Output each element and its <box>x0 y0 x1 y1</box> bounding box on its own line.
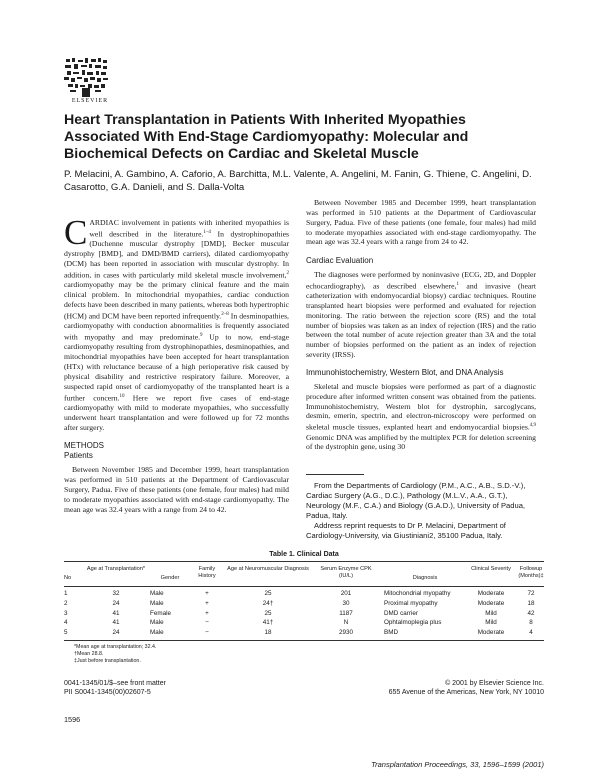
left-column <box>64 213 289 514</box>
patients-text-continued: Between November 1985 and December 1999, heart transplantation was performed in 510 patients at the Department of Cardiovascular Surgery, Padua. Five of these patients (one female, four males) had mild to moderate myopathies associated with end-stage cardiomyopathy. The mean age was 32.4 years with a range from 24 to 42. <box>306 198 536 247</box>
table-cell: Proximal myopathy <box>384 599 438 607</box>
table-top-rule <box>64 561 544 562</box>
article-title: Heart Transplantation in Patients With Inherited Myopathies Associated With End-Stage Cardiomyopathy: Molecular and Biochemical Defects on Cardiac and Skeletal Muscle <box>64 112 469 162</box>
intro-text: In dystrophinopathies (Duchenne muscular dystrophy [DMD], Becker muscular dystrophy [BMD], and DMD/BMD carriers), dilated cardiomyopathy (DCM) has been reported in association with muscular dystrophy. In addition, in cases with particularly mild skeletal muscle involvement, <box>64 229 289 280</box>
table-cell: 72 <box>527 590 535 597</box>
table-cell: Moderate <box>477 590 505 597</box>
table-cell: 24† <box>262 599 274 607</box>
table-cell: Female <box>150 609 171 617</box>
table-cell: + <box>205 590 209 597</box>
table-header-cell: Diagnosis <box>412 575 438 581</box>
table-cell: 2930 <box>338 629 353 637</box>
table-cell: 2 <box>64 599 68 607</box>
elsevier-tree-logo <box>62 56 110 98</box>
intro-text: In desminopathies, cardiomyopathy with conduction abnormalities is frequently associated with myopathy and may predominate. <box>64 311 289 342</box>
introduction-paragraph <box>64 213 289 433</box>
cardiac-evaluation-paragraph <box>306 270 536 360</box>
table-footnote: *Mean age at transplantation; 32.4. <box>74 644 157 650</box>
table-cell: 3 <box>64 609 68 617</box>
table-cell: 41† <box>262 619 274 627</box>
table-cell: Mitochondrial myopathy <box>384 590 451 597</box>
table-cell: 8 <box>529 619 533 627</box>
methods-heading: METHODS <box>64 440 104 450</box>
drop-cap: C <box>64 213 88 252</box>
immunohistochemistry-heading: Immunohistochemistry, Western Blot, and DNA Analysis <box>306 368 504 377</box>
table-cell: N <box>343 619 349 627</box>
table-cell: Ophtalmoplegia plus <box>384 619 442 627</box>
table-cell: 1187 <box>339 609 353 617</box>
table-cell: 5 <box>64 629 68 637</box>
citation: 1 <box>456 281 459 287</box>
table-cell: BMD <box>384 629 398 637</box>
table-cell: 25 <box>264 590 272 597</box>
table-bottom-rule <box>64 640 544 641</box>
table-cell: 1 <box>64 590 68 597</box>
intro-text: ARDIAC involvement in patients with inherited myopathies is well described in the literature. <box>89 218 289 239</box>
table-header-cell: Followup (Months)‡ <box>518 566 544 579</box>
issn-text: 0041-1345/01/$–see front matter <box>64 680 166 687</box>
reprint-request-text: Address reprint requests to Dr P. Melacini, Department of Cardiology-University, via Giustiniani2, 35100 Padua, Italy. <box>306 521 506 540</box>
table-cell: 24 <box>112 599 120 607</box>
patients-paragraph-continued <box>306 198 536 248</box>
citation: 2 <box>286 270 289 276</box>
table-cell: Male <box>150 599 164 607</box>
publisher-address: 655 Avenue of the Americas, New York, NY 10010 <box>388 689 544 696</box>
citation: 4,9 <box>529 423 536 429</box>
table-header-cell: Serum Enzyme CPK (IU/L) <box>320 566 372 579</box>
table-cell: 30 <box>342 599 350 607</box>
table-cell: Male <box>150 590 164 597</box>
table-cell: 41 <box>112 609 120 617</box>
journal-citation: Transplantation Proceedings, 33, 1596–1599 (2001) <box>371 760 544 769</box>
immunohistochemistry-paragraph <box>306 382 536 452</box>
table-cell: Mild <box>485 609 497 617</box>
pii-text: PII S0041-1345(00)02607-5 <box>64 689 151 696</box>
cardiac-text: and invasive (heart catheterization with endomyocardial biopsy) cardiac techniques. Routine transplanted heart biopsies were performed and evaluated for rejection monitoring. The ratio between the rejection score (RS) and the total number of biopsies was taken as an index of rejection (IRS) and the ratio between the total number of acute rejection greater than 3A and the total number of biopsies performed on the patient as an index of rejection severity (IRSS). <box>306 281 536 360</box>
table-cell: 18 <box>264 629 272 637</box>
table-cell: Moderate <box>477 629 505 637</box>
cardiac-text: The diagnoses were performed by noninvasive (ECG, 2D, and Doppler echocardiography), as described elsewhere, <box>306 269 536 291</box>
table-cell: + <box>205 609 209 617</box>
patients-heading: Patients <box>64 451 93 461</box>
table-footnote: ‡Just before transplantation. <box>74 658 141 664</box>
immuno-text: Genomic DNA was amplified by the multiplex PCR for deletion screening of the dystrophin gene, using 30 <box>306 432 536 452</box>
table-cell: 201 <box>340 590 352 597</box>
table-header-cell: Age at Neuromuscular Diagnosis <box>227 566 309 572</box>
citation: 2–8 <box>221 311 229 317</box>
copyright-text: © 2001 by Elsevier Science Inc. <box>445 680 544 687</box>
table-cell: 42 <box>527 609 535 617</box>
table-cell: Male <box>150 629 164 637</box>
table-cell: DMD carrier <box>384 609 418 617</box>
table-cell: 4 <box>64 619 68 627</box>
table-header-cell: Family History <box>198 566 216 579</box>
table-cell: Mild <box>485 619 497 627</box>
citation: 1–4 <box>203 229 211 235</box>
table-header-cell: Gender <box>160 575 180 581</box>
table-cell: 4 <box>529 629 533 637</box>
citation: 10 <box>119 393 125 399</box>
table-cell: + <box>205 599 209 607</box>
affiliation-divider <box>306 474 364 475</box>
table-cell: Male <box>150 619 164 627</box>
publisher-logo-text: ELSEVIER <box>71 98 109 104</box>
table-header-rule <box>64 586 544 587</box>
table-footnote: †Mean 28.8. <box>74 651 104 657</box>
intro-text: cardiomyopathy may be the primary clinical feature and the main clinical problem. In mitochondrial myopathies, cardiac conduction defects have been described in many patients, whereas both hypertrophic (HCM) and DCM have been reported infrequently. <box>64 280 289 321</box>
table-cell: − <box>205 619 209 627</box>
right-column <box>306 198 536 452</box>
table-cell: 41 <box>112 619 120 627</box>
immuno-text: Skeletal and muscle biopsies were performed as part of a diagnostic procedure after informed written consent was obtained from the patients. Immunohistochemistry, Western blot for dystrophin, sarcoglycans, desmin, emerin, spectrin, and electron-microscopy were performed on skeletal muscle tissues, explanted heart and endomyocardial biopsies. <box>306 381 536 432</box>
patients-paragraph: Between November 1985 and December 1999, heart transplantation was performed in 510 patients at the Department of Cardiovascular Surgery, Padua. Five of these patients (one female, four males) had mild to moderate myopathies associated with end-stage cardiomyopathy. The mean age was 32.4 years with a range from 24 to 42. <box>64 465 289 514</box>
cardiac-evaluation-heading: Cardiac Evaluation <box>306 256 374 265</box>
table-cell: 18 <box>527 599 535 607</box>
affiliation-block <box>306 481 536 541</box>
intro-text: Up to now, end-stage cardiomyopathy resulting from dystrophinopathies, desminopathies, and mitochondrial myopathies have been accepted for heart transplantation (HTx) with reluctance because of a high perioperative risk caused by physical disability and restrictive respiratory failure. Moreover, a suspected rapid onset of cardiomyopathy of the transplanted heart is a further concern. <box>64 332 289 403</box>
intro-text: Here we report five cases of end-stage cardiomyopathy with mild to moderate myopathies, who successfully underwent heart transplantation and were followed up for 72 months after surgery. <box>64 393 289 432</box>
citation: 9 <box>200 332 203 338</box>
table-cell: Moderate <box>477 599 505 607</box>
affiliation-text: From the Departments of Cardiology (P.M., A.C., A.B., S.D.-V.), Cardiac Surgery (A.G., D.C.), Pathology (M.L.V., A.A., G.T.), Neurology (M.F., C.A.) and Biology (G.A.D.), University of Padua, Padua, Italy. <box>306 481 526 520</box>
page-number: 1596 <box>64 715 81 724</box>
issn-block <box>64 679 166 697</box>
table-header-cell: No <box>64 575 72 581</box>
table-cell: 32 <box>112 590 120 597</box>
table-header-cell: Clinical Severity <box>471 566 511 572</box>
table-title: Table 1. Clinical Data <box>269 551 339 558</box>
table-cell: 25 <box>264 609 272 617</box>
author-list: P. Melacini, A. Gambino, A. Caforio, A. Barchitta, M.L. Valente, A. Angelini, M. Fanin, G. Thiene, C. Angelini, D. Casarotto, G.A. Danieli, and S. Dalla-Volta <box>64 169 532 193</box>
table-header-cell: Age at Transplantation* <box>86 566 146 572</box>
table-cell: 24 <box>112 629 120 637</box>
publisher-block <box>366 679 544 697</box>
table-cell: − <box>205 629 209 637</box>
